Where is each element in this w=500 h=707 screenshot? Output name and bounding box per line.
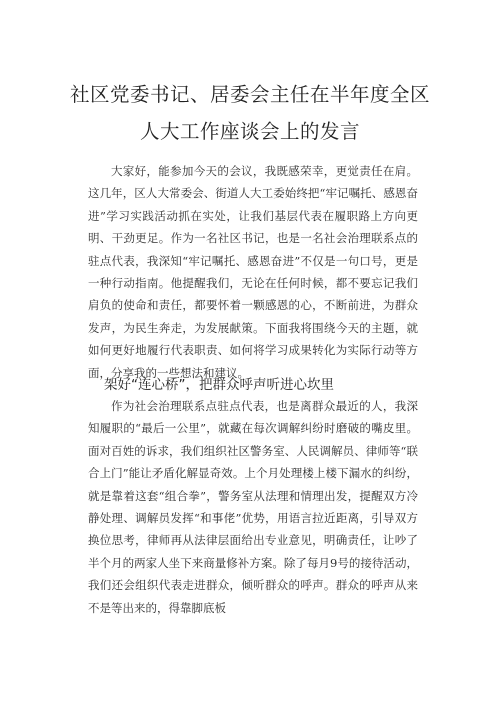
document-title-line-1: 社区党委书记、居委会主任在半年度全区 <box>69 83 430 106</box>
section-paragraph: 作为社会治理联系点驻点代表，也是离群众最近的人，我深知履职的“最后一公里”，就藏在每次调解纠纷时磨破的嘴皮里。面对百姓的诉求，我们组织社区警务室、人民调解员、律师等“联合上门”能让矛盾化解显奇效。上个月处理楼上楼下漏水的纠纷，就是靠着这套“组合拳”，警务室从法理和情理出发，提醒双方冷静处理、调解员发挥“和事佬”优势，用语言拉近距离，引导双方换位思考，律师再从法律层面给出专业意见，明确责任，让吵了半个月的两家人坐下来商量修补方案。除了每月9号的接待活动，我们还会组织代表走进群众，倾听群众的呼声。群众的呼声从来不是等出来的，得靠脚底板 <box>88 399 418 615</box>
intro-paragraph: 大家好，能参加今天的会议，我既感荣幸，更觉责任在肩。这几年，区人大常委会、街道人大工委始终把“牢记嘱托、感恩奋进”学习实践活动抓在实处，让我们基层代表在履职路上方向更明、干劲更足。作为一名社区书记，也是一名社会治理联系点的驻点代表，我深知“牢记嘱托、感恩奋进”不仅是一句口号，更是一种行动指南。他提醒我们，无论在任何时候，都不要忘记我们肩负的使命和责任，都要怀着一颗感恩的心，不断前进，为群众发声，为民生奔走，为发展献策。下面我将围绕今天的主题，就如何更好地履行代表职责、如何将学习成果转化为实际行动等方面，分享我的一些想法和建议。 <box>88 164 418 380</box>
section-heading: 架好“连心桥”，把群众呼声听进心坎里 <box>104 377 334 393</box>
document-title-line-2: 人大工作座谈会上的发言 <box>139 120 360 143</box>
